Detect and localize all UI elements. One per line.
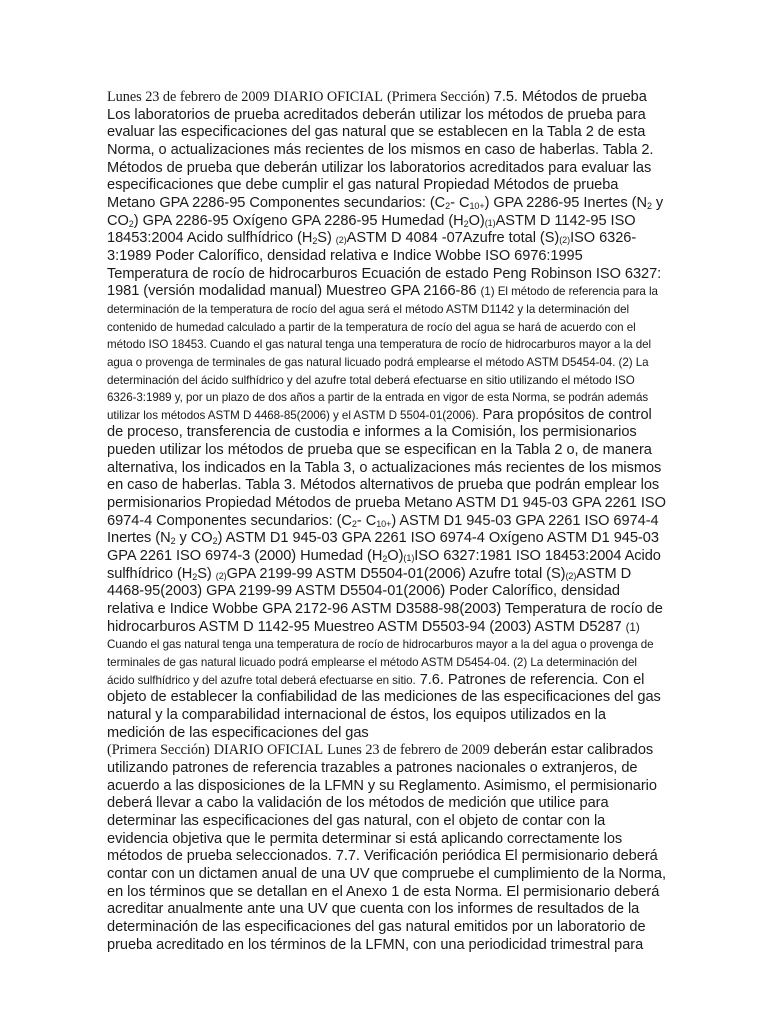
- body-text: 7.6. Patrones de referencia. Con el objeto de establecer la confiabilidad de las mediciones de las especificaciones del gas natural y la comparabilidad internacional de éstos, los equipos utilizados en la medición de las especificaciones del gas: [107, 671, 661, 741]
- body-text: y CO: [175, 530, 213, 547]
- body-text: - C: [356, 512, 377, 529]
- body-text: - C: [450, 194, 470, 211]
- subscript: 2: [128, 218, 134, 229]
- table-3-footnotes: (1) Cuando el gas natural tenga una temperatura de rocío de hidrocarburos mayor a la del agua o provenga de terminales de gas natural licuado podrá emplearse el método ASTM D5454-04. (2) La determinación del ácido sulfhídrico y del azufre total deberá efectuarse en sitio.: [107, 620, 654, 687]
- page-break-header-publication: DIARIO OFICIAL: [213, 742, 324, 759]
- body-text: ISO 6327:1981 ISO 18453:2004 Acido sulfhídrico (H: [107, 548, 661, 582]
- body-text: O): [468, 212, 485, 229]
- footnote-marker: (2): [335, 235, 347, 246]
- subscript: 2: [312, 236, 318, 247]
- header-publication: DIARIO OFICIAL: [273, 89, 383, 105]
- body-text: ASTM D 4084 -07Azufre total (S): [346, 230, 560, 247]
- body-text: GPA 2199-99 ASTM D5504-01(2006) Azufre total (S): [226, 565, 566, 582]
- body-text: deberán estar calibrados utilizando patrones de referencia trazables a patrones nacionales o extranjeros, de acuerdo a las disposiciones de la LFMN y su Reglamento. Asimismo, el permisionario deberá llevar a cabo la validación de los métodos de medición que utilice para determinar las especificaciones del gas natural, con el objeto de contar con la evidencia objetiva que le permita determinar si está aplicando correctamente los métodos de prueba seleccionados. 7.7. Verificación periódica El permisionario deberá contar con un dictamen anual de una UV que compruebe el cumplimiento de la Norma, en los términos que se detallan en el Anexo 1 de esta Norma. El permisionario deberá acreditar anualmente ante una UV que cuenta con los informes de resultados de la determinación de las especificaciones del gas natural emitidos por un laboratorio de prueba acreditado en los términos de la LFMN, con una periodicidad trimestral para: [107, 742, 666, 953]
- subscript: 2: [646, 200, 652, 211]
- header-date: Lunes 23 de febrero de 2009: [107, 89, 270, 105]
- body-text: ) ASTM D1 945-03 GPA 2261 ISO 6974-4 Oxígeno ASTM D1 945-03 GPA 2261 ISO 6974-3 (2000) Humedad (H: [107, 530, 659, 565]
- body-text: ) ASTM D1 945-03 GPA 2261 ISO 6974-4 Inertes (N: [107, 512, 659, 547]
- subscript: 2: [192, 571, 198, 582]
- footnote-marker: (2): [565, 570, 577, 581]
- header-section: (Primera Sección): [386, 89, 490, 105]
- footnote-marker: (1): [484, 217, 496, 228]
- subscript: 10+: [469, 200, 485, 211]
- footnote-marker: (2): [559, 235, 571, 246]
- body-text: Para propósitos de control de proceso, transferencia de custodia e informes a la Comisión, los permisionarios pueden utilizar los métodos de prueba que se especifican en la Tabla 2 o, de manera alternativa, los indicados en la Tabla 3, o actualizaciones más recientes de los mismos en caso de haberlas. Tabla 3. Métodos alternativos de prueba que podrán emplear los permisionarios Propiedad Métodos de prueba Metano ASTM D1 945-03 GPA 2261 ISO 6974-4 Componentes secundarios: (C: [107, 406, 666, 529]
- body-text: O): [387, 548, 404, 565]
- subscript: 2: [445, 200, 451, 211]
- body-text: 7.5. Métodos de prueba Los laboratorios de prueba acreditados deberán utilizar los métodos de prueba para evaluar las especificaciones del gas natural que se establecen en la Tabla 2 de esta Norma, o actualizaciones más recientes de los mismos en caso de haberlas. Tabla 2. Métodos de prueba que deberán utilizar los laboratorios acreditados para evaluar las especificaciones que debe cumplir el gas natural Propiedad Métodos de prueba Metano GPA 2286-95 Componentes secundarios: (C: [107, 89, 654, 211]
- body-text: ASTM D 1142-95 ISO 18453:2004 Acido sulfhídrico (H: [107, 212, 636, 247]
- subscript: 2: [212, 536, 218, 547]
- subscript: 2: [382, 554, 388, 565]
- document-text: [107, 89, 667, 954]
- body-text: S): [317, 230, 336, 247]
- subscript: 2: [170, 536, 176, 547]
- subscript: 2: [463, 218, 469, 229]
- body-text: y CO: [107, 194, 664, 229]
- page-break-header-section: (Primera Sección): [107, 742, 210, 759]
- footnote-marker: (1): [403, 553, 415, 564]
- body-text: ) GPA 2286-95 Inertes (N: [484, 194, 647, 211]
- body-text: S): [197, 565, 216, 582]
- body-text: ) GPA 2286-95 Oxígeno GPA 2286-95 Humedad (H: [133, 212, 464, 229]
- footnote-marker: (2): [215, 570, 227, 581]
- page-break-header-date: Lunes 23 de febrero de 2009: [327, 742, 490, 759]
- body-text: ASTM D 4468-95(2003) GPA 2199-99 ASTM D5504-01(2006) Poder Calorífico, densidad relativa e Indice Wobbe GPA 2172-96 ASTM D3588-98(2003) Temperatura de rocío de hidrocarburos ASTM D 1142-95 Muestreo ASTM D5503-94 (2003) ASTM D5287: [107, 565, 663, 635]
- body-text: ISO 6326-3:1989 Poder Calorífico, densidad relativa e Indice Wobbe ISO 6976:1995 Temperatura de rocío de hidrocarburos Ecuación de estado Peng Robinson ISO 6327: 1981 (versión modalidad manual) Muestreo GPA 2166-86: [107, 230, 662, 300]
- subscript: 10+: [376, 518, 392, 529]
- table-2-footnotes: (1) El método de referencia para la determinación de la temperatura de rocío del agua será el método ASTM D1142 y la determinación del contenido de humedad calculado a partir de la temperatura de rocío del agua se hará de acuerdo con el método ISO 18453. Cuando el gas natural tenga una temperatura de rocío de hidrocarburos mayor a la del agua o provenga de terminales de gas natural licuado podrá emplearse el método ASTM D5454-04. (2) La determinación del ácido sulfhídrico y del azufre total deberá efectuarse en sitio utilizando el método ISO 6326-3:1989 y, por un plazo de dos años a partir de la entrada en vigor de esta Norma, se podrán además utilizar los métodos ASTM D 4468-85(2006) y el ASTM D 5504-01(2006).: [107, 285, 658, 422]
- subscript: 2: [351, 518, 357, 529]
